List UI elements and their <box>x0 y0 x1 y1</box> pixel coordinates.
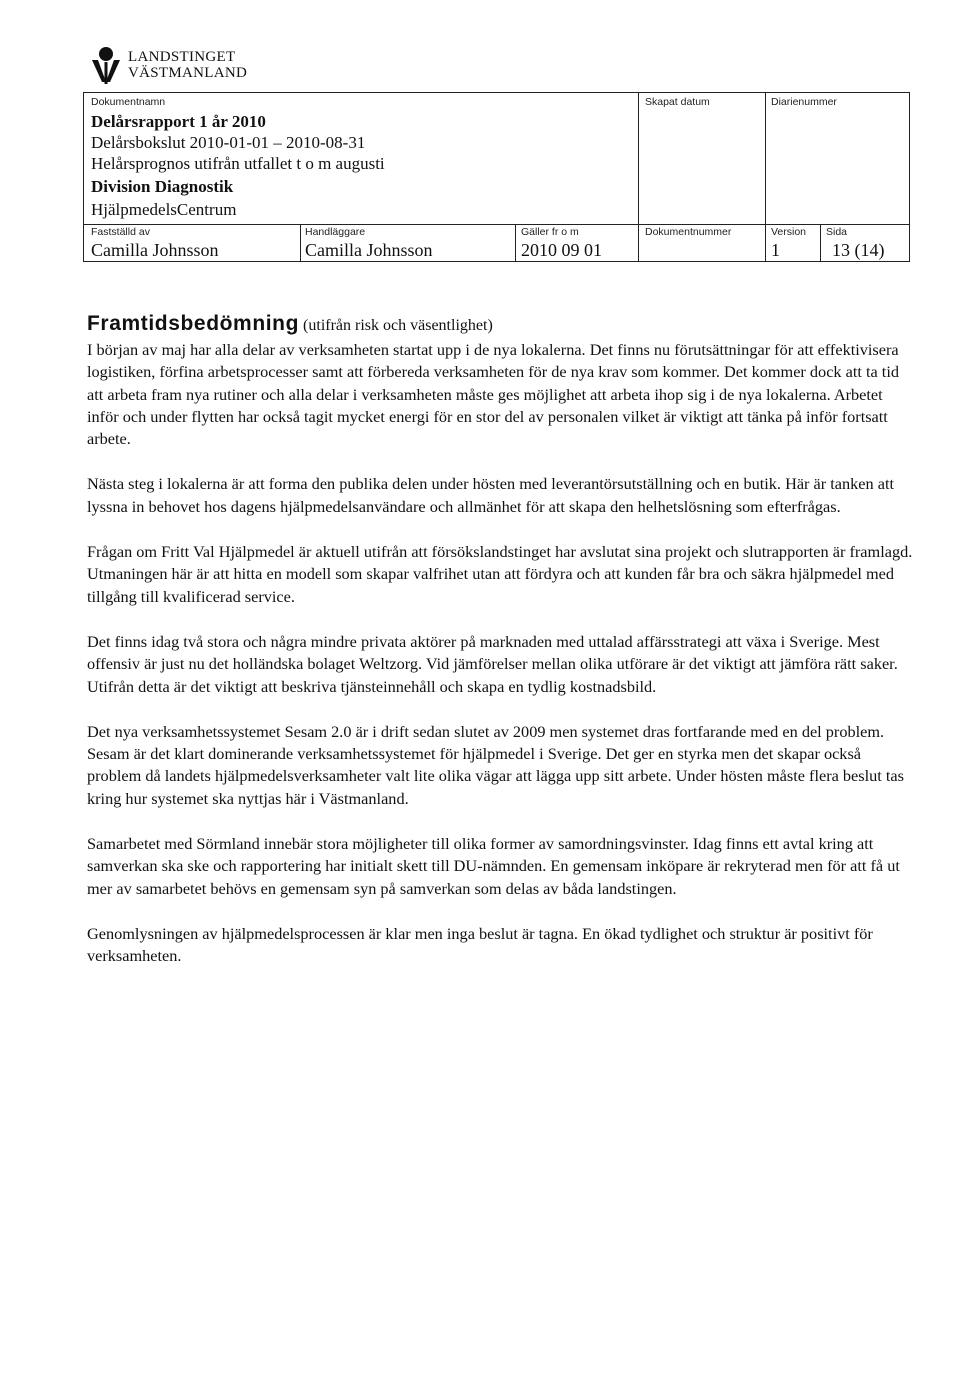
dokumentnummer-label: Dokumentnummer <box>645 226 732 238</box>
diarienummer-label: Diarienummer <box>771 96 837 108</box>
paragraph-lokaler: I början av maj har alla delar av verksamheten startat upp i de nya lokalerna. Det finns nu förutsättningar för att effektivisera logistiken, förfina arbetsprocesser samt att förbereda verksamheten för de nya krav som kommer. Det kommer dock att ta tid att arbeta fram nya rutiner och alla delar i verksamheten måste ges möjlighet att arbeta ihop sig i de nya lokalerna. Arbetet inför och under flytten har också tagit mycket energi för en stor del av personalen vilket är viktigt att tänka på inför fortsatt arbete. <box>87 340 899 449</box>
section-heading <box>87 312 493 336</box>
paragraph-fritt-val: Frågan om Fritt Val Hjälpmedel är aktuell utifrån att försökslandstinget har avslutat sina projekt och slutrapporten är framlagd. Utmaningen här är att hitta en modell som skapar valfrihet utan att fördyra och att kunden får bra och säkra hjälpmedel med tillgång till kvalificerad service. <box>87 542 913 606</box>
paragraph-nasta-steg: Nästa steg i lokalerna är att forma den publika delen under hösten med leverantörsutställning och en butik. Här är tanken att lyssna in behovet hos dagens hjälpmedelsanvändare och allmänhet för att skapa den helhetslösning som efterfrågas. <box>87 474 895 516</box>
document-division: Division Diagnostik <box>91 177 234 196</box>
galler-label: Gäller fr o m <box>521 226 579 238</box>
paragraph-sormland: Samarbetet med Sörmland innebär stora möjligheter till olika former av samordningsvinster. Idag finns ett avtal kring att samverkan ska ske och rapportering har initialt skett till DU-nämnden. En gemensam inköpare är rekryterad men för att få ut mer av samarbetet behövs en gemensam syn på samverkan som delas av båda landstingen. <box>87 834 900 898</box>
document-unit: HjälpmedelsCentrum <box>91 200 237 219</box>
section-title: Framtidsbedömning <box>87 312 300 335</box>
handlaggare-label: Handläggare <box>305 226 366 238</box>
skapat-datum-label: Skapat datum <box>645 96 710 108</box>
dokumentnamn-label: Dokumentnamn <box>91 96 166 108</box>
document-header-table <box>83 92 910 262</box>
logo-text-landstinget: LANDSTINGET <box>128 49 236 65</box>
paragraph-genomlysning: Genomlysningen av hjälpmedelsprocessen är klar men inga beslut är tagna. En ökad tydlighet och struktur är positivt för verksamheten. <box>87 923 873 966</box>
paragraph-privata-aktorer: Det finns idag två stora och några mindre privata aktörer på marknaden med uttalad affärsstrategi att växa i Sverige. Mest offensiv är just nu det holländska bolaget Weltzorg. Vid jämförelser mellan olika utförare är det viktigt att jämföra rätt saker. Utifrån detta är det viktigt att beskriva tjänsteinnehåll och skapa en tydlig kostnadsbild. <box>87 631 898 696</box>
version-value: 1 <box>771 240 780 260</box>
version-label: Version <box>771 226 807 238</box>
logo-text-vastmanland: VÄSTMANLAND <box>128 65 248 81</box>
header-row-divider <box>84 224 909 225</box>
header-divider-handlaggare <box>300 224 301 261</box>
sida-label: Sida <box>826 226 848 238</box>
sida-value: 13 (14) <box>832 240 885 260</box>
landstinget-logo-icon <box>90 46 122 86</box>
document-title: Delårsrapport 1 år 2010 <box>91 112 266 131</box>
faststalld-av-value: Camilla Johnsson <box>91 240 219 260</box>
header-divider-sida <box>820 224 821 261</box>
body-text <box>87 339 915 991</box>
handlaggare-value: Camilla Johnsson <box>305 240 433 260</box>
organization-logo <box>90 40 270 88</box>
header-divider-diarie <box>765 93 766 261</box>
faststalld-av-label: Fastställd av <box>91 226 150 238</box>
section-subtitle: (utifrån risk och väsentlighet) <box>303 317 493 334</box>
header-divider-galler <box>515 224 516 261</box>
header-divider-main <box>638 93 639 261</box>
galler-value: 2010 09 01 <box>521 240 602 260</box>
paragraph-sesam: Det nya verksamhetssystemet Sesam 2.0 är i drift sedan slutet av 2009 men systemet dras fortfarande med en del problem. Sesam är det klart dominerande verksamhetssystemet för hjälpmedel i Sverige. Det ger en styrka men det skapar också problem då landets hjälpmedelsverksamheter valt lite olika vägar att lägga upp sitt arbete. Under hösten måste flera beslut tas kring hur systemet ska nyttjas här i Västmanland. <box>87 721 904 808</box>
document-forecast: Helårsprognos utifrån utfallet t o m augusti <box>91 154 385 173</box>
document-period: Delårsbokslut 2010-01-01 – 2010-08-31 <box>91 133 366 152</box>
